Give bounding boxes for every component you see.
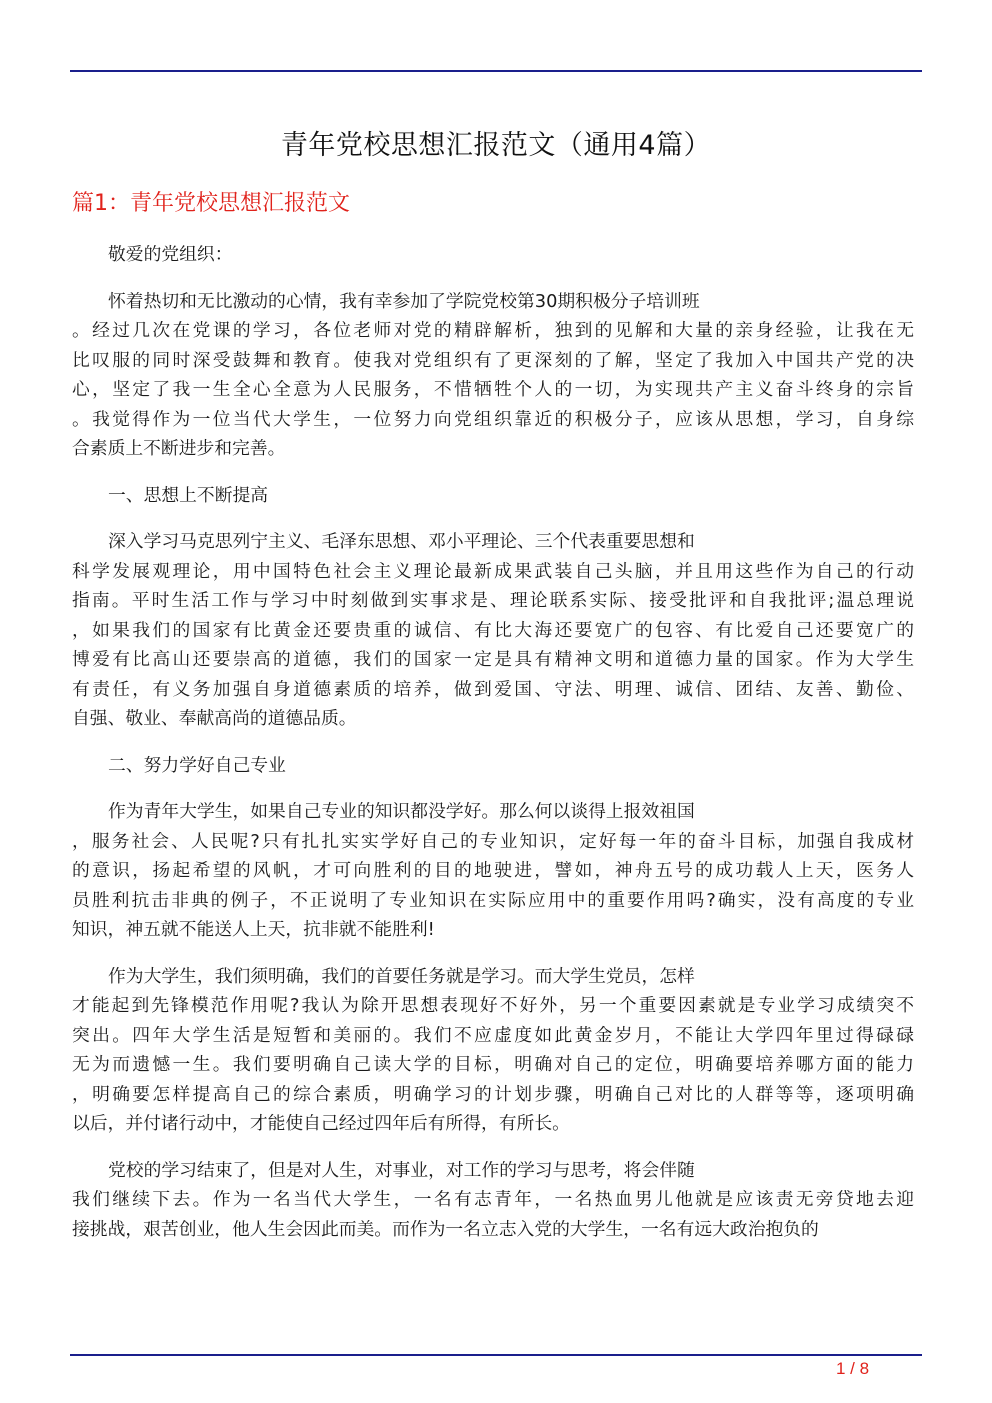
paragraph-line: 二、努力学好自己专业 [108, 754, 286, 776]
paragraph [72, 962, 914, 1139]
section-heading: 篇1：青年党校思想汇报范文 [72, 191, 350, 216]
paragraph-line: 作为青年大学生，如果自己专业的知识都没学好。那么何以谈得上报效祖国 [108, 801, 695, 822]
footer-rule [70, 1354, 922, 1356]
page-number: 1 / 8 [836, 1359, 870, 1378]
paragraph [72, 240, 914, 270]
paragraph-line: 接挑战，艰苦创业，他人生会因此而美。而作为一名立志入党的大学生，一名有远大政治抱负的 [72, 1218, 819, 1240]
paragraph-line: ，明确要怎样提高自己的综合素质，明确学习的计划步骤，明确自己对比的人群等等，逐项明确 [72, 1083, 914, 1105]
paragraph-line: 深入学习马克思列宁主义、毛泽东思想、邓小平理论、三个代表重要思想和 [108, 531, 695, 552]
paragraph-line: 指南。平时生活工作与学习中时刻做到实事求是、理论联系实际、接受批评和自我批评;温总理说 [72, 590, 914, 611]
paragraph-line: 的意识，扬起希望的风帆，才可向胜利的目的地驶进，譬如，神舟五号的成功载人上天，医务人 [72, 860, 914, 881]
paragraph [72, 481, 914, 511]
paragraph-line: 自强、敬业、奉献高尚的道德品质。 [72, 708, 357, 729]
paragraph [72, 797, 914, 945]
paragraph-line: 作为大学生，我们须明确，我们的首要任务就是学习。而大学生党员，怎样 [108, 965, 695, 987]
paragraph-line: 一、思想上不断提高 [108, 484, 269, 506]
paragraph-line: 怀着热切和无比激动的心情，我有幸参加了学院党校第30期积极分子培训班 [108, 290, 700, 312]
paragraph [72, 287, 914, 464]
paragraph-line: 心，坚定了我一生全心全意为人民服务，不惜牺牲个人的一切，为实现共产主义奋斗终身的宗旨 [72, 379, 914, 400]
paragraph-line: 知识，神五就不能送人上天，抗非就不能胜利! [72, 919, 435, 940]
document-title: 青年党校思想汇报范文（通用4篇） [280, 130, 712, 161]
paragraph-line: 科学发展观理论，用中国特色社会主义理论最新成果武装自己头脑，并且用这些作为自己的行动 [72, 560, 914, 582]
paragraph-line: 合素质上不断进步和完善。 [72, 438, 286, 459]
paragraph [72, 527, 914, 734]
paragraph [72, 1156, 914, 1245]
paragraph-line: 敬爱的党组织： [108, 244, 233, 265]
paragraph-line: 无为而遗憾一生。我们要明确自己读大学的目标，明确对自己的定位，明确要培养哪方面的能力 [72, 1054, 914, 1075]
paragraph-line: 我们继续下去。作为一名当代大学生，一名有志青年，一名热血男儿他就是应该责无旁贷地去迎 [72, 1189, 914, 1210]
paragraph-line: 有责任，有义务加强自身道德素质的培养，做到爱国、守法、明理、诚信、团结、友善、勤俭、 [72, 678, 914, 700]
paragraph-line: 才能起到先锋模范作用呢?我认为除开思想表现好不好外，另一个重要因素就是专业学习成绩突不 [72, 995, 914, 1016]
paragraph-line: 党校的学习结束了，但是对人生，对事业，对工作的学习与思考，将会伴随 [108, 1159, 695, 1181]
paragraph-line: 。我觉得作为一位当代大学生，一位努力向党组织靠近的积极分子，应该从思想，学习，自身综 [72, 408, 914, 430]
header-rule [70, 70, 922, 72]
paragraph-line: 博爱有比高山还要崇高的道德，我们的国家一定是具有精神文明和道德力量的国家。作为大学生 [72, 649, 914, 670]
paragraph [72, 751, 914, 781]
paragraph-line: ，服务社会、人民呢?只有扎扎实实学好自己的专业知识，定好每一年的奋斗目标，加强自我成材 [72, 830, 914, 852]
paragraph-line: 。经过几次在党课的学习，各位老师对党的精辟解析，独到的见解和大量的亲身经验，让我在无 [72, 320, 914, 341]
paragraph-line: ，如果我们的国家有比黄金还要贵重的诚信、有比大海还要宽广的包容、有比爱自己还要宽广的 [72, 619, 914, 641]
paragraph-line: 员胜利抗击非典的例子，不正说明了专业知识在实际应用中的重要作用吗?确实，没有高度的专业 [72, 889, 914, 911]
paragraph-line: 以后，并付诸行动中，才能使自己经过四年后有所得，有所长。 [72, 1113, 570, 1134]
paragraph-line: 比叹服的同时深受鼓舞和教育。使我对党组织有了更深刻的了解，坚定了我加入中国共产党的决 [72, 349, 914, 371]
paragraph-line: 突出。四年大学生活是短暂和美丽的。我们不应虚度如此黄金岁月，不能让大学四年里过得碌碌 [72, 1024, 914, 1046]
document-body [72, 240, 914, 1261]
